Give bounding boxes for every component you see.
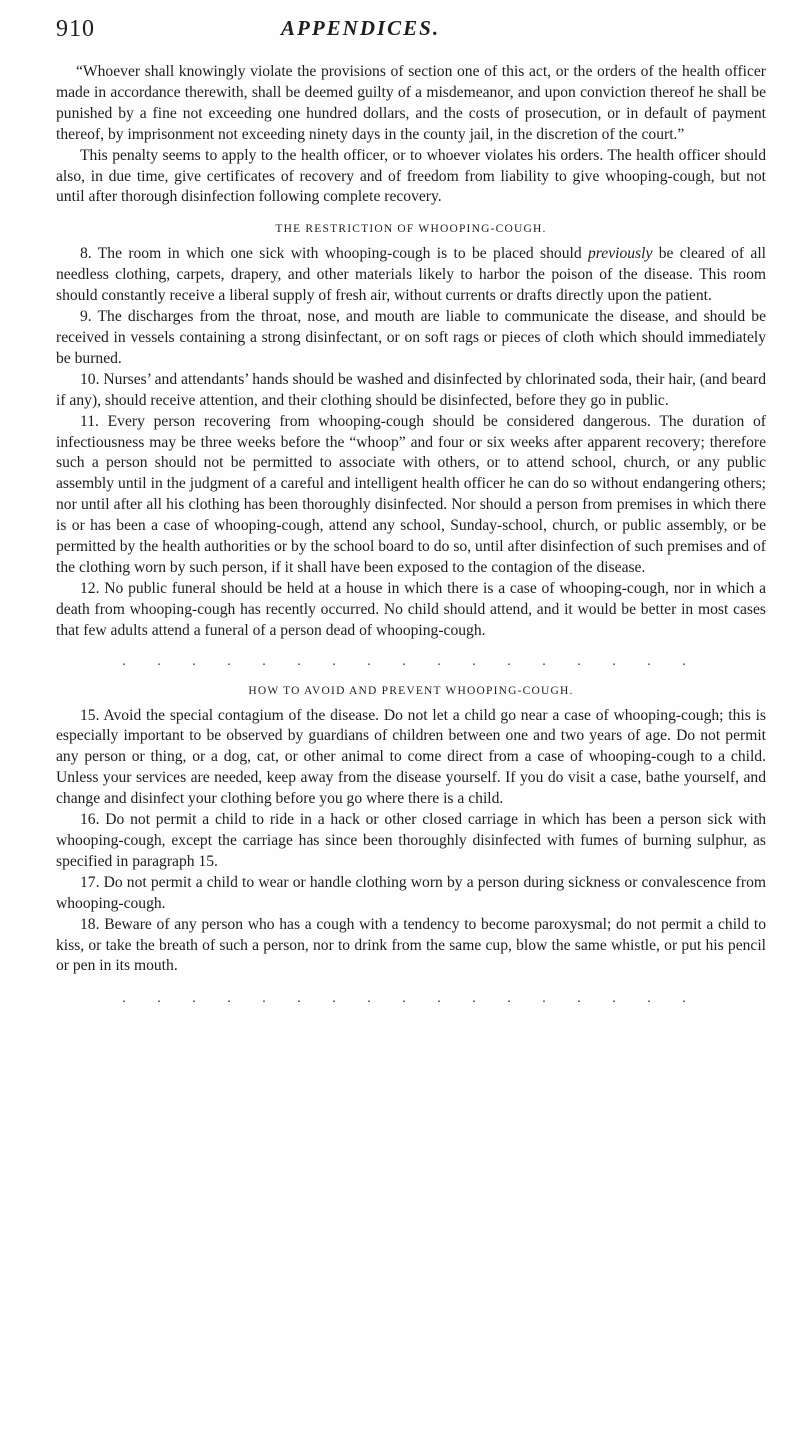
paragraph-9: 9. The discharges from the throat, nose, and mouth are liable to communicate the disease, and should be received in vessels containing a strong disinfectant, or on soft rags or pieces of cloth which should immediately be burned. [56,308,766,367]
paragraph-8-text-b: be cleared of all needless clothing, carpets, drapery, and other materials likely to harbor the poison of the disease. This room should constantly receive a liberal supply of fresh air, without currents or drafts directly upon the patient. [56,245,766,305]
paragraph-8 [56,244,766,307]
quoted-statute-paragraph: “Whoever shall knowingly violate the provisions of section one of this act, or the orders of the health officer made in accordance therewith, shall be deemed guilty of a misdemeanor, and upon conviction thereof he shall be punished by a fine not exceeding one hundred dollars, and the costs of prosecution, or in default of payment thereof, by imprisonment not exceeding ninety days in the county jail, in the discretion of the court.” [56,63,766,143]
paragraph-18: 18. Beware of any person who has a cough with a tendency to become paroxysmal; do not permit a child to kiss, or take the breath of such a person, nor to drink from the same cup, blow the same whistle, or put his pencil or pen in its mouth. [56,915,766,975]
penalty-commentary-paragraph: This penalty seems to apply to the health officer, or to whoever violates his orders. The health officer should also, in due time, give certificates of recovery and of freedom from liability to give whooping-cough, but not until after thorough disinfection following complete recovery. [56,146,766,206]
paragraph-10: 10. Nurses’ and attendants’ hands should be washed and disinfected by chlorinated soda, their hair, (and beard if any), should receive attention, and their clothing should be disinfected, before they go in public. [56,370,767,409]
paragraph-12: 12. No public funeral should be held at a house in which there is a case of whooping-cough, nor in which a death from whooping-cough has recently occurred. No child should attend, and it would be better in most cases that few adults attend a funeral of a person dead of whooping-cough. [56,579,766,639]
running-head [56,10,766,50]
page-body [56,62,766,1019]
paragraph-11: 11. Every person recovering from whooping-cough should be considered dangerous. The duration of infectiousness may be three weeks before the “whoop” and four or six weeks after apparent recovery; therefore such a person should not be permitted to associate with others, or to attend school, church, or any public assembly until in the judgment of a careful and intelligent health officer he can do so without endangering others; nor until after all his clothing has been thoroughly disinfected. Nor should a person from premises in which there is or has been a case of whooping-cough, attend any school, Sunday-school, church, or public assembly, or be permitted by the health authorities or by the school board to do so, until after disinfection of such premises and of the clothing worn by such person, if it shall have been exposed to the contagion of the disease. [56,412,766,576]
paragraph-8-italic: previously [587,245,653,263]
ellipsis-divider-bottom: . . . . . . . . . . . . . . . . . [122,991,700,1007]
section-heading-restriction: THE RESTRICTION OF WHOOPING-COUGH. [275,223,547,236]
section-heading-prevent: HOW TO AVOID AND PREVENT WHOOPING-COUGH. [248,684,574,697]
paragraph-17: 17. Do not permit a child to wear or handle clothing worn by a person during sickness or convalescence from whooping-cough. [56,873,766,912]
running-title: APPENDICES. [281,16,441,40]
page-number: 910 [56,16,95,42]
paragraph-8-text-a: 8. The room in which one sick with whooping-cough is to be placed should [80,245,588,263]
paragraph-15: 15. Avoid the special contagium of the disease. Do not let a child go near a case of whooping-cough; this is especially important to be observed by guardians of children between one and two years of age. Do not permit any person or thing, or a dog, cat, or other animal to come direct from a case of whooping-cough to a child. Unless your services are needed, keep away from the disease yourself. If you do visit a case, bathe yourself, and change and disinfect your clothing before you go where there is a child. [56,706,766,808]
ellipsis-divider: . . . . . . . . . . . . . . . . . [122,653,700,669]
paragraph-16: 16. Do not permit a child to ride in a hack or other closed carriage in which has been a person sick with whooping-cough, except the carriage has since been thoroughly disinfected with fumes of burning sulphur, as specified in paragraph 15. [56,811,766,870]
